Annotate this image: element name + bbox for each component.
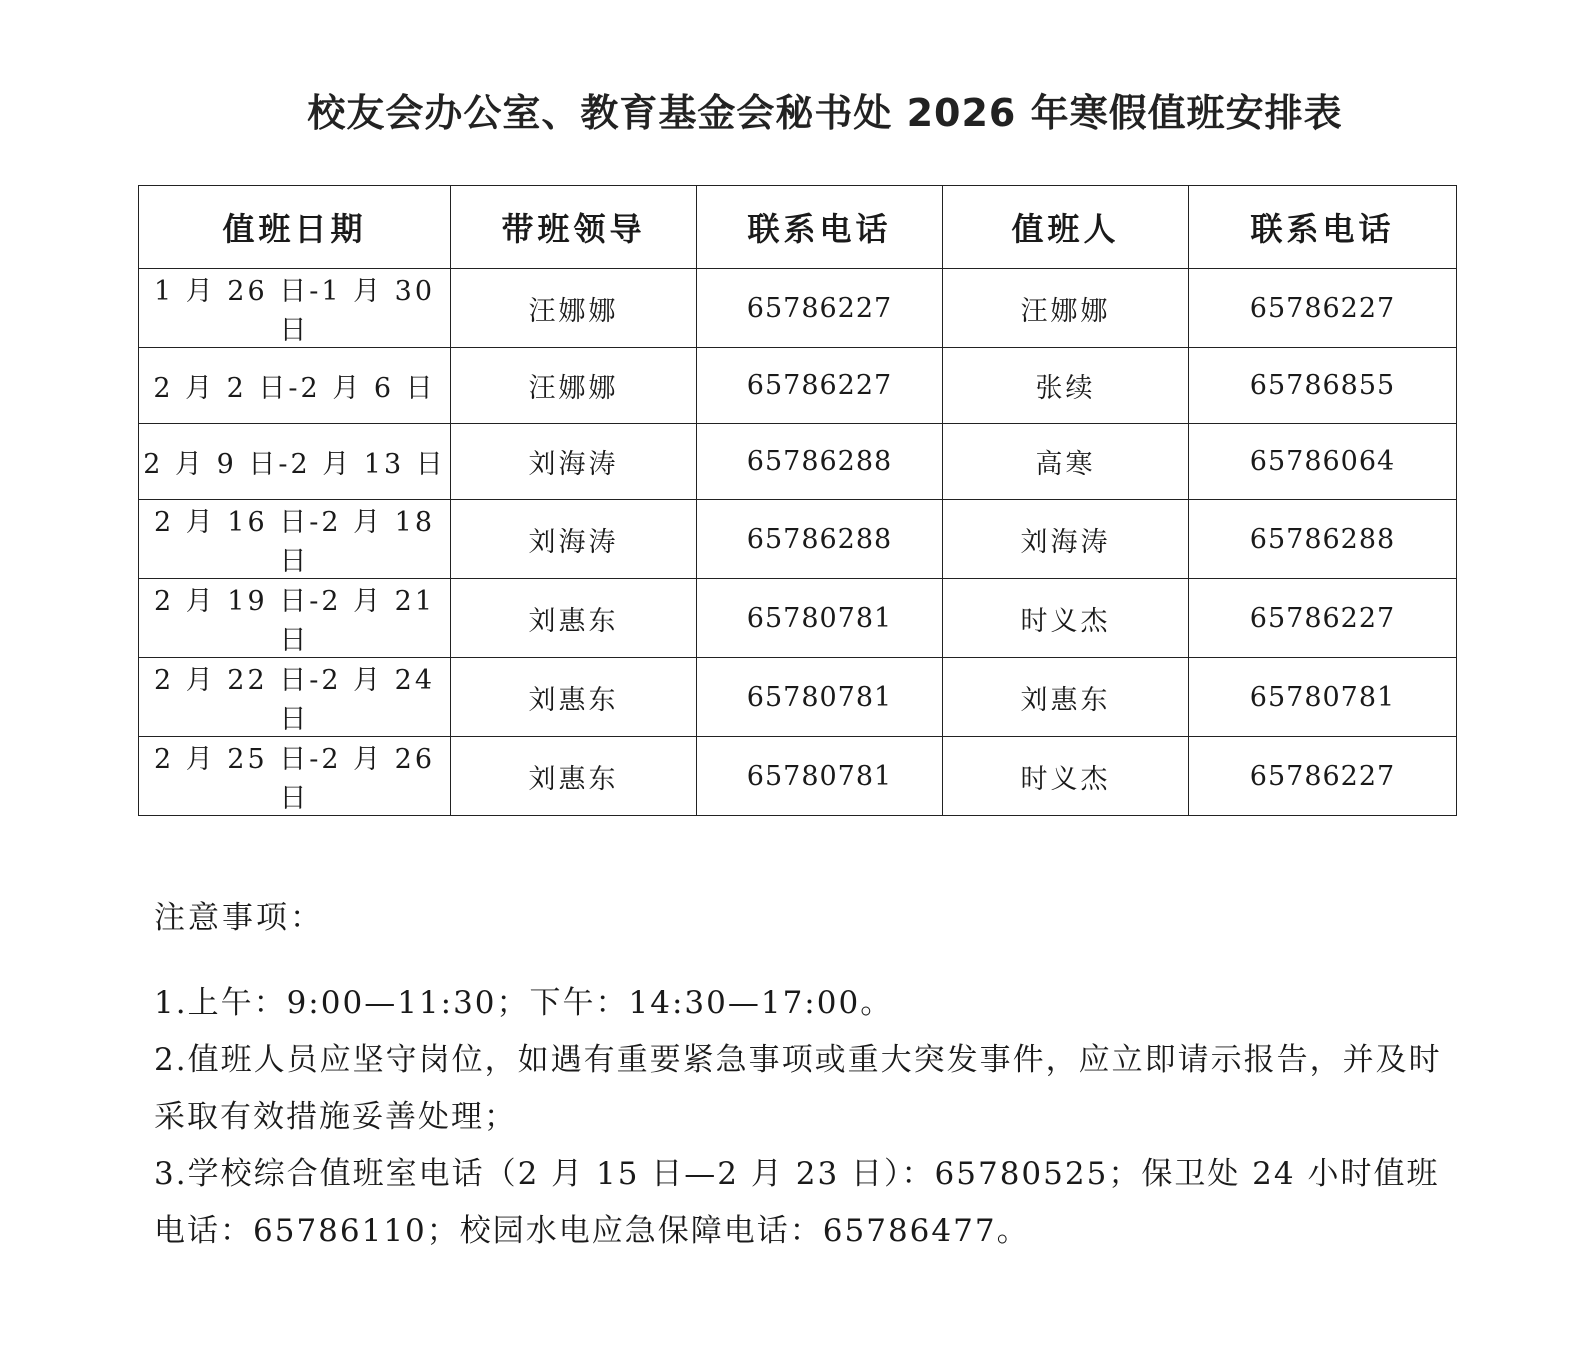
- table-row: [139, 658, 1457, 737]
- table-row: [139, 424, 1457, 500]
- cell-date: 2 月 25 日-2 月 26 日: [139, 737, 451, 816]
- table-row: [139, 579, 1457, 658]
- cell-duty-person: 刘海涛: [943, 500, 1189, 579]
- table-row: [139, 269, 1457, 348]
- cell-date: 2 月 16 日-2 月 18 日: [139, 500, 451, 579]
- table-row: [139, 737, 1457, 816]
- cell-date: 1 月 26 日-1 月 30 日: [139, 269, 451, 348]
- header-leader: 带班领导: [451, 186, 697, 269]
- cell-duty-person: 时义杰: [943, 579, 1189, 658]
- cell-duty-person: 刘惠东: [943, 658, 1189, 737]
- cell-date: 2 月 22 日-2 月 24 日: [139, 658, 451, 737]
- cell-leader: 汪娜娜: [451, 269, 697, 348]
- header-duty-phone: 联系电话: [1189, 186, 1457, 269]
- notes-section: [154, 890, 1444, 1260]
- table-header-row: [139, 186, 1457, 269]
- header-duty-date: 值班日期: [139, 186, 451, 269]
- notes-heading: 注意事项：: [154, 900, 324, 936]
- cell-date: 2 月 2 日-2 月 6 日: [139, 348, 451, 424]
- cell-date: 2 月 19 日-2 月 21 日: [139, 579, 451, 658]
- cell-duty-person: 时义杰: [943, 737, 1189, 816]
- cell-duty-phone: 65780781: [1189, 658, 1457, 737]
- cell-leader-phone: 65780781: [697, 579, 943, 658]
- header-duty-person: 值班人: [943, 186, 1189, 269]
- table-row: [139, 500, 1457, 579]
- cell-duty-phone: 65786227: [1189, 737, 1457, 816]
- note-item-hours: 1.上午：9:00—11:30；下午：14:30—17:00。: [154, 985, 894, 1021]
- cell-duty-phone: 65786064: [1189, 424, 1457, 500]
- cell-duty-person: 张续: [943, 348, 1189, 424]
- note-item-phone-numbers: 3.学校综合值班室电话（2 月 15 日—2 月 23 日）：65780525；保卫处 24 小时值班电话：65786110；校园水电应急保障电话：65786477。: [154, 1156, 1440, 1249]
- cell-leader-phone: 65786227: [697, 348, 943, 424]
- cell-leader-phone: 65780781: [697, 737, 943, 816]
- cell-duty-person: 高寒: [943, 424, 1189, 500]
- duty-schedule-table: [138, 185, 1457, 816]
- cell-leader: 刘惠东: [451, 737, 697, 816]
- cell-duty-phone: 65786288: [1189, 500, 1457, 579]
- cell-duty-phone: 65786855: [1189, 348, 1457, 424]
- cell-leader-phone: 65786227: [697, 269, 943, 348]
- cell-duty-phone: 65786227: [1189, 269, 1457, 348]
- note-item-duty-rules: 2.值班人员应坚守岗位，如遇有重要紧急事项或重大突发事件，应立即请示报告，并及时采取有效措施妥善处理；: [154, 1042, 1442, 1135]
- cell-duty-phone: 65786227: [1189, 579, 1457, 658]
- header-leader-phone: 联系电话: [697, 186, 943, 269]
- cell-leader-phone: 65786288: [697, 424, 943, 500]
- cell-leader: 汪娜娜: [451, 348, 697, 424]
- table-row: [139, 348, 1457, 424]
- cell-leader-phone: 65786288: [697, 500, 943, 579]
- cell-duty-person: 汪娜娜: [943, 269, 1189, 348]
- cell-leader: 刘惠东: [451, 658, 697, 737]
- cell-date: 2 月 9 日-2 月 13 日: [139, 424, 451, 500]
- cell-leader: 刘海涛: [451, 500, 697, 579]
- cell-leader-phone: 65780781: [697, 658, 943, 737]
- page-title: 校友会办公室、教育基金会秘书处 2026 年寒假值班安排表: [307, 91, 1343, 135]
- cell-leader: 刘惠东: [451, 579, 697, 658]
- cell-leader: 刘海涛: [451, 424, 697, 500]
